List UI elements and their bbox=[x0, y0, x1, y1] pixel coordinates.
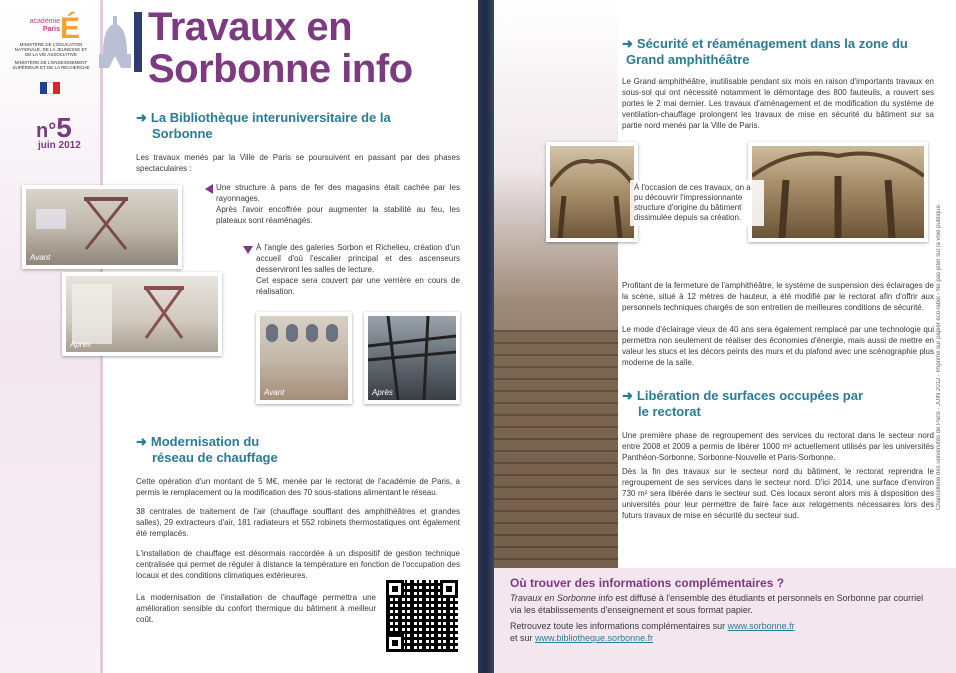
sorbonne-vertical-strip bbox=[134, 12, 142, 72]
caption-apres: Après bbox=[70, 340, 91, 349]
academie-e-logo: É bbox=[60, 12, 81, 45]
securite-p3: Le mode d'éclairage vieux de 40 ans sera également remplacé par une technologie qui permettra non seulement de réaliser des économies d'énergie, mais aussi de mettre en valeur les stucs et les décors peints des murs et du plafond avec une scénographie plus moderne de la salle. bbox=[622, 325, 934, 367]
french-flag-icon bbox=[40, 82, 60, 94]
photo-galerie-apres bbox=[364, 312, 460, 404]
legal-side-note: Chancellerie des universités de Paris - JUIN 2012 - Imprimé sur papier éco-label - Ne pas jeter sur la voie publique. bbox=[936, 203, 942, 510]
ministry-block bbox=[12, 42, 90, 70]
academie-label: académie bbox=[29, 18, 60, 25]
photo-galerie-avant bbox=[256, 312, 352, 404]
issue-date: juin 2012 bbox=[38, 140, 81, 151]
newsletter-title bbox=[148, 6, 468, 90]
page-spine bbox=[478, 0, 494, 673]
arrow-right-icon: ➜ bbox=[136, 110, 147, 125]
bib-section-title bbox=[136, 110, 436, 142]
liberation-title-line-1: Libération de surfaces occupées par bbox=[636, 388, 864, 403]
photo-caption-box bbox=[630, 180, 764, 226]
footer-p3-text: et sur bbox=[510, 633, 536, 643]
issue-number-value: 5 bbox=[56, 112, 72, 143]
bib-item-2-line-1: À l'angle des galeries Sorbon et Richelieu, création d'un accueil d'où l'escalier principal et des ascenseurs desserviront les salles de lecture. bbox=[256, 243, 460, 274]
photo-bib-apres bbox=[62, 272, 222, 356]
liberation-title-line-2: le rectorat bbox=[638, 404, 701, 419]
chauffage-title-line-2: réseau de chauffage bbox=[152, 450, 278, 465]
liberation-p1: Une première phase de regroupement des services du rectorat dans le secteur nord entre 2008 et 2009 a permis de libérer 1000 m² actuellement utilisés par les universités Panthéon-Sorbonne, Sorbonne-Nouvelle et Paris-Sorbonne. bbox=[622, 431, 934, 462]
bib-item-1-line-2: Après l'avoir encoffrée pour augmenter la stabilité au feu, les plateaux sont réaménagés. bbox=[216, 205, 460, 225]
bib-item-2 bbox=[256, 242, 460, 297]
bib-intro: Les travaux menés par la Ville de Paris se poursuivent en passant par des phases spectaculaires : bbox=[136, 153, 460, 173]
arrow-right-icon: ➜ bbox=[136, 434, 147, 449]
footer-p2-text: Retrouvez toute les informations complémentaires sur bbox=[510, 621, 728, 631]
footer-p1-text: est diffusé à l'ensemble des étudiants et personnels en Sorbonne par courriel via les établissements d'enseignement et sous format papier. bbox=[510, 593, 924, 615]
issue-prefix: n° bbox=[36, 120, 57, 142]
footer-p1 bbox=[510, 592, 930, 616]
chauffage-section-title bbox=[136, 434, 436, 466]
qr-code[interactable] bbox=[386, 580, 458, 652]
brick-wall-photo bbox=[494, 330, 618, 570]
chauffage-p3: L'installation de chauffage est désormais raccordée à un dispositif de gestion technique centralisée qui permet de réguler à distance la température en fonction de l'occupation des locaux et des conditions climatiques extérieures. bbox=[136, 549, 460, 580]
photo-bib-avant bbox=[22, 185, 182, 269]
liberation-p2: Dès la fin des travaux sur le secteur nord du bâtiment, le rectorat reprendra le regroupement de ses services dans le secteur nord. D'ici 2014, une surface d'environ 730 m² sera libérée dans le secteur sud. Ces locaux seront alors mis à disposition des universités pour leur permettre de faire face aux relogements nécessaires lors des futurs travaux de mise en sécurité du secteur sud. bbox=[622, 467, 934, 520]
bib-title-line-1: La Bibliothèque interuniversitaire de la bbox=[150, 110, 391, 125]
qr-finder-tr bbox=[440, 580, 458, 598]
qr-finder-tl bbox=[386, 580, 404, 598]
securite-title-line-2: Grand amphithéâtre bbox=[626, 52, 750, 67]
academie-city: Paris bbox=[42, 26, 60, 33]
securite-p2: Profitant de la fermeture de l'amphithéâtre, le système de suspension des éclairages de la scène, situé à 12 mètres de hauteur, a été modifié par le rectorat afin d'offrir aux personnels techniques chargés de son entretien de meilleures conditions de sécurité. bbox=[622, 281, 934, 312]
link-bibliotheque[interactable]: www.bibliotheque.sorbonne.fr bbox=[535, 633, 654, 643]
chauffage-p1: Cette opération d'un montant de 5 M€, menée par le rectorat de l'académie de Paris, a permis le remplacement ou la modification des 70 sous-stations alimentant le réseau. bbox=[136, 477, 460, 497]
caption-avant: Avant bbox=[30, 253, 51, 262]
chauffage-title-line-1: Modernisation du bbox=[150, 434, 260, 449]
liberation-section-title bbox=[622, 388, 934, 420]
newsletter-name: Travaux en Sorbonne info bbox=[510, 593, 613, 603]
triangle-left-icon bbox=[205, 184, 213, 194]
ministry-education: MINISTÈRE DE L'ÉDUCATION NATIONALE, DE LA JEUNESSE ET DE LA VIE ASSOCIATIVE bbox=[14, 42, 88, 57]
caption-galerie-apres: Après bbox=[372, 388, 393, 397]
securite-title-line-1: Sécurité et réaménagement dans la zone du bbox=[636, 36, 908, 51]
bib-item-2-line-2: Cet espace sera couvert par une verrière en cours de réalisation. bbox=[256, 276, 460, 296]
photo-structure-large bbox=[748, 142, 928, 242]
bib-title-line-2: Sorbonne bbox=[152, 126, 213, 141]
photo-structure-small bbox=[546, 142, 638, 242]
title-line-1: Travaux en bbox=[148, 5, 353, 49]
sorbonne-dome-icon bbox=[95, 12, 135, 72]
securite-section-title bbox=[622, 36, 942, 68]
footer-heading: Où trouver des informations complémentaires ? bbox=[510, 576, 785, 590]
arrow-right-icon: ➜ bbox=[622, 388, 633, 403]
triangle-down-icon bbox=[243, 246, 253, 254]
title-line-2: Sorbonne info bbox=[148, 47, 413, 91]
arrow-right-icon: ➜ bbox=[622, 36, 633, 51]
photo-caption-text: À l'occasion de ces travaux, on a pu découvrir l'impressionnante structure d'origine du bâtiment dissimulée depuis sa création. bbox=[634, 183, 751, 222]
chauffage-p2: 38 centrales de traitement de l'air (chauffage soufflant des amphithéâtres et grandes salles), 29 extracteurs d'air, 181 radiateurs et 552 robinets thermostatiques ont également été remplacés. bbox=[136, 507, 460, 538]
footer-p2 bbox=[510, 620, 930, 632]
ministry-research: MINISTÈRE DE L'ENSEIGNEMENT SUPÉRIEUR ET DE LA RECHERCHE bbox=[12, 60, 90, 70]
chauffage-p4: La modernisation de l'installation de chauffage permettra une amélioration sensible du confort thermique du bâtiment à meilleur coût. bbox=[136, 593, 376, 624]
securite-p1: Le Grand amphithéâtre, inutilisable pendant six mois en raison d'importants travaux en sous-sol qui ont nécessité notamment le démontage des 800 fauteuils, a rouvert ses portes le 2 mai dernier. Les travaux d'aménagement et de modification du système de ventilation-chauffage prolongent les travaux de mise en sécurité du bâtiment sur sa partie nord menés par la Ville de Paris. bbox=[622, 77, 934, 130]
bib-item-1-line-1: Une structure à pans de fer des magasins était cachée par les rayonnages. bbox=[216, 183, 460, 203]
caption-galerie-avant: Avant bbox=[264, 388, 285, 397]
bib-item-1 bbox=[216, 182, 460, 226]
link-sorbonne[interactable]: www.sorbonne.fr bbox=[727, 621, 795, 631]
footer-p3 bbox=[510, 632, 930, 644]
qr-finder-bl bbox=[386, 634, 404, 652]
